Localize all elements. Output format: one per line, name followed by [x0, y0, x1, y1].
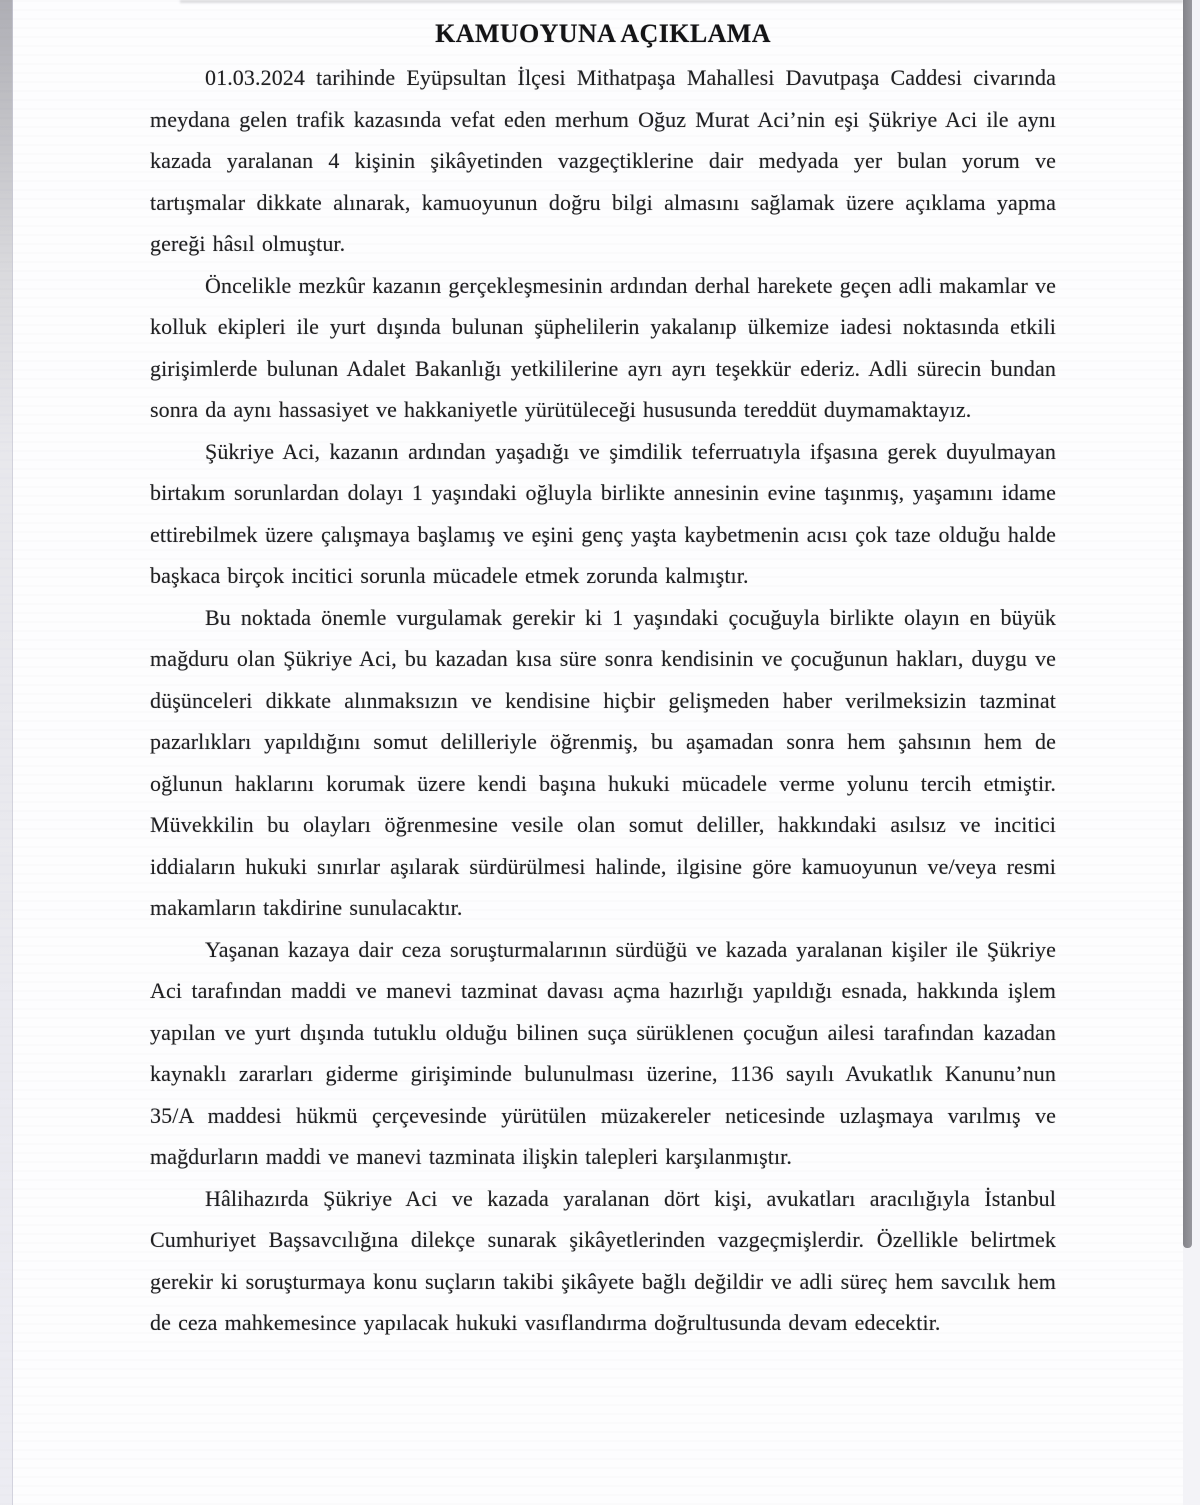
- scan-edge-right-bar: [1183, 0, 1192, 1248]
- statement-paragraph-4: Bu noktada önemle vurgulamak gerekir ki 1 yaşındaki çocuğuyla birlikte olayın en büyük mağduru olan Şükriye Aci, bu kazadan kısa süre sonra kendisinin ve çocuğunun hakları, duygu ve düşünceleri dikkate alınmaksızın ve kendisine hiçbir gelişmeden haber verilmeksizin tazminat pazarlıkları yapıldığını somut delilleriyle öğrenmiş, bu aşamadan sonra hem şahsının hem de oğlunun haklarını korumak üzere kendi başına hukuki mücadele verme yolunu tercih etmiştir. Müvekkilin bu olayları öğrenmesine vesile olan somut deliller, hakkındaki asılsız ve incitici iddiaların hukuki sınırlar aşılarak sürdürülmesi halinde, ilgisine göre kamuoyunun ve/veya resmi makamların takdirine sunulacaktır.: [150, 604, 1056, 920]
- scan-edge-left: [0, 0, 13, 1505]
- statement-paragraph-2: Öncelikle mezkûr kazanın gerçekleşmesinin ardından derhal harekete geçen adli makamlar ve kolluk ekipleri ile yurt dışında bulunan şüphelilerin yakalanıp ülkemize iadesi noktasında etkili girişimlerde bulunan Adalet Bakanlığı yetkililerine ayrı ayrı teşekkür ederiz. Adli sürecin bundan sonra da aynı hassasiyet ve hakkaniyetle yürütüleceği hususunda tereddüt duymamaktayız.: [150, 272, 1056, 422]
- statement-paragraph-1: 01.03.2024 tarihinde Eyüpsultan İlçesi Mithatpaşa Mahallesi Davutpaşa Caddesi civarında meydana gelen trafik kazasında vefat eden merhum Oğuz Murat Aci’nin eşi Şükriye Aci ile aynı kazada yaralanan 4 kişinin şikâyetinden vazgeçtiklerine dair medyada yer bulan yorum ve tartışmalar dikkate alınarak, kamuoyunun doğru bilgi almasını sağlamak üzere açıklama yapma gereği hâsıl olmuştur.: [150, 65, 1056, 256]
- statement-body: [150, 12, 1056, 1344]
- statement-paragraph-5: Yaşanan kazaya dair ceza soruşturmalarının sürdüğü ve kazada yaralanan kişiler ile Şükriye Aci tarafından maddi ve manevi tazminat davası açma hazırlığı yapıldığı esnada, hakkında işlem yapılan ve yurt dışında tutuklu olduğu bilinen suça sürüklenen çocuğun ailesi tarafından kazadan kaynaklı zararları giderme girişiminde bulunulması üzerine, 1136 sayılı Avukatlık Kanunu’nun 35/A maddesi hükmü çerçevesinde yürütülen müzakereler neticesinde uzlaşmaya varılmış ve mağdurların maddi ve manevi tazminata ilişkin talepleri karşılanmıştır.: [150, 936, 1056, 1169]
- scan-edge-top-smudge: [180, 0, 1183, 3]
- statement-paragraph-6: Hâlihazırda Şükriye Aci ve kazada yaralanan dört kişi, avukatları aracılığıyla İstanbul Cumhuriyet Başsavcılığına dilekçe sunarak şikâyetlerinden vazgeçmişlerdir. Özellikle belirtmek gerekir ki soruşturmaya konu suçların takibi şikâyete bağlı değildir ve adli süreç hem savcılık hem de ceza mahkemesince yapılacak hukuki vasıflandırma doğrultusunda devam edecektir.: [150, 1185, 1056, 1335]
- statement-paragraph-3: Şükriye Aci, kazanın ardından yaşadığı ve şimdilik teferruatıyla ifşasına gerek duyulmayan birtakım sorunlardan dolayı 1 yaşındaki oğluyla birlikte annesinin evine taşınmış, yaşamını idame ettirebilmek üzere çalışmaya başlamış ve eşini genç yaşta kaybetmenin acısı çok taze olduğu halde başkaca birçok incitici sorunla mücadele etmek zorunda kalmıştır.: [150, 438, 1056, 588]
- statement-title: KAMUOYUNA AÇIKLAMA: [435, 19, 771, 48]
